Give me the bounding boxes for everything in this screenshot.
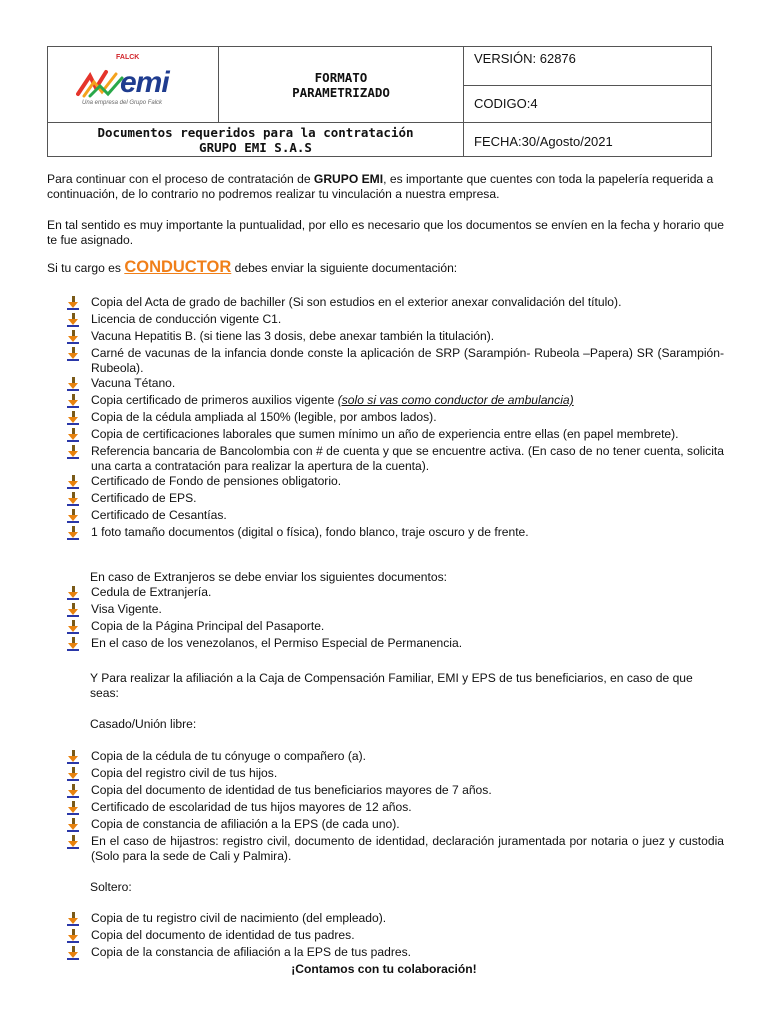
company-name: GRUPO EMI (313, 172, 384, 186)
list-item-text: En el caso de hijastros: registro civil, documento de identidad, declaración juramentada por notaria o juez y custodia (Solo para la sede de Cali y Palmira). (91, 834, 724, 863)
list-item-text: Copia del registro civil de tus hijos. (91, 766, 278, 780)
format-title-line2: PARAMETRIZADO (292, 84, 390, 100)
list-item-text: Certificado de escolaridad de tus hijos mayores de 12 años. (91, 800, 412, 814)
down-arrow-bullet-icon (67, 377, 81, 390)
list-item (67, 393, 724, 410)
list-item-text: Copia del Acta de grado de bachiller (Si son estudios en el exterior anexar convalidación del título). (91, 295, 622, 309)
emi-brand-text: emi (120, 65, 169, 99)
logo-cell (48, 47, 219, 123)
conductor-highlight: CONDUCTOR (124, 258, 232, 276)
down-arrow-bullet-icon (67, 445, 81, 458)
down-arrow-bullet-icon (67, 411, 81, 424)
intro-text-cont: , es importante que cuentes con toda la papelería requerida a continuación, de lo contrario no podremos realizar tu vinculación a nuestra empresa. (47, 172, 714, 201)
down-arrow-bullet-icon (67, 818, 81, 831)
intro-text: Para continuar con el proceso de contratación de (47, 172, 314, 186)
list-item-text: Carné de vacunas de la infancia donde conste la aplicación de SRP (Sarampión- Rubeola –Papera) SR (Sarampión-Rubeola). (91, 346, 724, 375)
down-arrow-bullet-icon (67, 929, 81, 942)
down-arrow-bullet-icon (67, 620, 81, 633)
list-item-text: Vacuna Tétano. (91, 376, 176, 390)
down-arrow-bullet-icon (67, 835, 81, 848)
list-item (67, 619, 724, 636)
intro-paragraph-2: En tal sentido es muy importante la puntualidad, por ello es necesario que los documentos se envíen en la fecha y horario que te fue asignado. (47, 218, 724, 247)
list-item-text: Copia de certificaciones laborales que sumen mínimo un año de experiencia entre ellas (en papel membrete). (91, 427, 679, 441)
down-arrow-bullet-icon (67, 428, 81, 441)
down-arrow-bullet-icon (67, 586, 81, 599)
list-item (67, 817, 724, 834)
list-item (67, 525, 724, 542)
list-item-text: Visa Vigente. (91, 602, 162, 616)
logo-tagline: Una empresa del Grupo Falck (82, 99, 163, 106)
down-arrow-bullet-icon (67, 330, 81, 343)
list-item-text: Copia de la cédula ampliada al 150% (legible, por ambos lados). (91, 410, 437, 424)
list-item (67, 928, 724, 945)
conductor-intro-text: Si tu cargo es (47, 261, 125, 275)
list-item (67, 312, 724, 329)
list-item-text: Copia de constancia de afiliación a la EPS (de cada uno). (91, 817, 400, 831)
version-cell: VERSIÓN: 62876 (464, 47, 712, 86)
list-item (67, 295, 724, 312)
down-arrow-bullet-icon (67, 394, 81, 407)
down-arrow-bullet-icon (67, 750, 81, 763)
list-item-text: En el caso de los venezolanos, el Permiso Especial de Permanencia. (91, 636, 463, 650)
soltero-label: Soltero: (90, 880, 132, 894)
list-item (67, 508, 724, 525)
list-item-text: Referencia bancaria de Bancolombia con # de cuenta y que se encuentre activa. (En caso de no tener cuenta, solicita una carta a contratación para realizar la apertura de la cuenta). (91, 444, 724, 473)
conductor-doc-list (67, 295, 724, 542)
list-item (67, 444, 724, 474)
afiliacion-intro: Y Para realizar la afiliación a la Caja de Compensación Familiar, EMI y EPS de tus beneficiarios, en caso de que seas: (90, 671, 693, 700)
list-item (67, 427, 724, 444)
format-title (219, 47, 464, 123)
list-item (67, 410, 724, 427)
extranjeros-intro: En caso de Extranjeros se debe enviar los siguientes documentos: (90, 570, 447, 584)
list-item (67, 749, 724, 766)
list-item-text: Copia de la Página Principal del Pasaporte. (91, 619, 325, 633)
list-item-text: 1 foto tamaño documentos (digital o física), fondo blanco, traje oscuro y de frente. (91, 525, 529, 539)
falck-logo-text: FALCK (116, 53, 140, 61)
list-item-text: Certificado de EPS. (91, 491, 197, 505)
conductor-intro-cont: debes enviar la siguiente documentación: (231, 261, 458, 275)
list-item (67, 911, 724, 928)
down-arrow-bullet-icon (67, 475, 81, 488)
documents-title-cell (48, 123, 464, 157)
header-table (47, 46, 712, 157)
emi-wave-icon (76, 68, 124, 98)
down-arrow-bullet-icon (67, 784, 81, 797)
down-arrow-bullet-icon (67, 801, 81, 814)
casado-doc-list (67, 749, 724, 864)
soltero-doc-list (67, 911, 724, 962)
down-arrow-bullet-icon (67, 347, 81, 360)
down-arrow-bullet-icon (67, 767, 81, 780)
down-arrow-bullet-icon (67, 526, 81, 539)
list-item-text: Copia de la constancia de afiliación a la EPS de tus padres. (91, 945, 412, 959)
list-item (67, 636, 724, 653)
down-arrow-bullet-icon (67, 946, 81, 959)
list-item (67, 585, 724, 602)
list-item-text: Certificado de Cesantías. (91, 508, 227, 522)
list-item-text: Certificado de Fondo de pensiones obligatorio. (91, 474, 342, 488)
down-arrow-bullet-icon (67, 603, 81, 616)
fecha-cell: FECHA:30/Agosto/2021 (464, 123, 712, 157)
ambulancia-note: (solo si vas como conductor de ambulancia) (337, 393, 574, 407)
format-title-line1: FORMATO (314, 69, 368, 85)
list-item-text: Copia de tu registro civil de nacimiento (del empleado). (91, 911, 387, 925)
list-item-text: Copia certificado de primeros auxilios vigente (91, 393, 338, 407)
conductor-intro (47, 260, 457, 276)
down-arrow-bullet-icon (67, 492, 81, 505)
intro-paragraph-1 (47, 172, 724, 202)
list-item (67, 602, 724, 619)
list-item-text: Vacuna Hepatitis B. (si tiene las 3 dosis, debe anexar también la titulación). (91, 329, 495, 343)
list-item (67, 376, 724, 393)
list-item (67, 491, 724, 508)
list-item (67, 834, 724, 864)
closing-message: ¡Contamos con tu colaboración! (291, 962, 477, 976)
list-item-text: Copia del documento de identidad de tus beneficiarios mayores de 7 años. (91, 783, 492, 797)
list-item (67, 800, 724, 817)
emi-logo (58, 50, 208, 120)
list-item-text: Copia de la cédula de tu cónyuge o compañero (a). (91, 749, 366, 763)
down-arrow-bullet-icon (67, 912, 81, 925)
casado-label: Casado/Unión libre: (90, 717, 197, 731)
list-item (67, 766, 724, 783)
documents-title-line2: GRUPO EMI S.A.S (199, 139, 312, 155)
list-item (67, 945, 724, 962)
list-item-text: Licencia de conducción vigente C1. (91, 312, 282, 326)
list-item-text: Copia del documento de identidad de tus padres. (91, 928, 355, 942)
codigo-cell: CODIGO:4 (464, 85, 712, 123)
extranjeros-doc-list (67, 585, 724, 653)
down-arrow-bullet-icon (67, 637, 81, 650)
down-arrow-bullet-icon (67, 296, 81, 309)
down-arrow-bullet-icon (67, 509, 81, 522)
documents-title-line1: Documentos requeridos para la contratación (97, 124, 414, 140)
list-item (67, 474, 724, 491)
list-item (67, 346, 724, 376)
list-item (67, 329, 724, 346)
list-item (67, 783, 724, 800)
list-item-text: Cedula de Extranjería. (91, 585, 212, 599)
down-arrow-bullet-icon (67, 313, 81, 326)
